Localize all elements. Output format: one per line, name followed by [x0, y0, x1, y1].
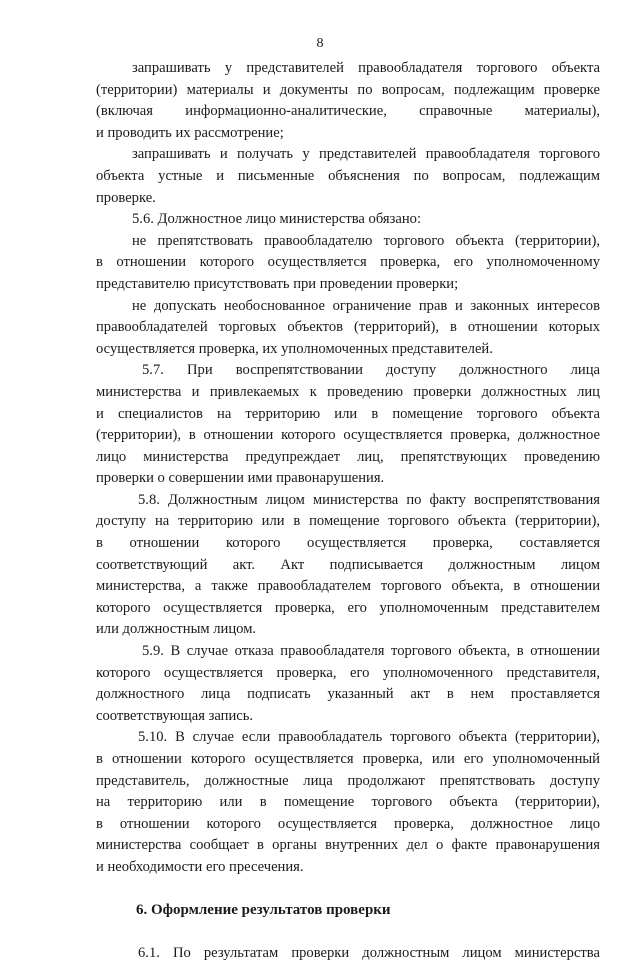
text-line: не препятствовать правообладателю торгового объекта (территории),: [132, 232, 600, 249]
text-line: в отношении которого осуществляется проверка, составляется: [96, 535, 600, 552]
text-line: 5.6. Должностное лицо министерства обязано:: [132, 211, 421, 228]
text-line: (территории) материалы и документы по вопросам, подлежащим проверке: [96, 81, 600, 98]
text-line: соответствующая запись.: [96, 707, 254, 724]
text-line: министерства сообщает в органы внутренних дел о факте правонарушения: [96, 837, 600, 854]
text-line: доступу на территорию или в помещение торгового объекта (территории),: [96, 513, 600, 530]
text-line: должностного лица подписать указанный акт в нем проставляется: [96, 686, 600, 703]
text-line: которого осуществляется проверка, его уполномоченным представителем: [96, 599, 600, 616]
text-line: лицо министерства предупреждает лиц, препятствующих проведению: [96, 448, 600, 465]
text-line: министерства, а также правообладателем торгового объекта, в отношении: [96, 578, 600, 595]
text-line: запрашивать у представителей правообладателя торгового объекта: [132, 60, 600, 76]
page-number: 8: [316, 36, 324, 51]
text-line: осуществляется проверка, их уполномоченных представителей.: [96, 340, 493, 357]
text-line: 6.1. По результатам проверки должностным лицом министерства: [138, 945, 600, 962]
text-line: (включая информационно-аналитические, справочные материалы),: [96, 103, 600, 120]
text-line: и специалистов на территорию или в помещение торгового объекта: [96, 405, 600, 422]
text-line: министерства и привлекаемых к проведению проверки должностных лиц: [96, 383, 600, 400]
text-line: и проводить их рассмотрение;: [96, 124, 284, 141]
text-line: которого осуществляется проверка, его уполномоченного представителя,: [96, 664, 600, 681]
text-line: запрашивать и получать у представителей правообладателя торгового: [132, 146, 600, 163]
text-line: в отношении которого осуществляется проверка, его уполномоченному: [96, 254, 600, 271]
text-line: не допускать необоснованное ограничение прав и законных интересов: [132, 297, 600, 314]
section-heading: 6. Оформление результатов проверки: [136, 902, 391, 919]
text-line: проверки о совершении ими правонарушения.: [96, 470, 385, 487]
text-line: объекта устные и письменные объяснения по вопросам, подлежащим: [96, 167, 600, 184]
text-line: 5.9. В случае отказа правообладателя торгового объекта, в отношении: [142, 643, 600, 660]
spacer: [96, 922, 600, 944]
body-text: [96, 58, 600, 965]
text-line: и необходимости его пресечения.: [96, 858, 304, 875]
text-line: 5.7. При воспрепятствовании доступу должностного лица: [142, 362, 600, 379]
text-line: представителю присутствовать при проведении проверки;: [96, 275, 459, 292]
text-line: на территорию или в помещение торгового объекта (территории),: [96, 794, 600, 811]
text-line: в отношении которого осуществляется проверка, должностное лицо: [96, 815, 600, 832]
spacer: [96, 879, 600, 901]
text-line: (территории), в отношении которого осуществляется проверка, должностное: [96, 427, 600, 444]
text-line: проверке.: [96, 189, 156, 206]
text-line: представитель, должностные лица продолжают препятствовать доступу: [96, 772, 600, 789]
text-line: в отношении которого осуществляется проверка, или его уполномоченный: [96, 751, 600, 767]
text-line: или должностным лицом.: [96, 621, 257, 638]
text-line: соответствующий акт. Акт подписывается должностным лицом: [96, 556, 600, 573]
text-line: 5.8. Должностным лицом министерства по факту воспрепятствования: [138, 491, 600, 508]
text-line: 5.10. В случае если правообладатель торгового объекта (территории),: [138, 729, 600, 746]
text-line: правообладателей торговых объектов (территорий), в отношении которых: [96, 319, 600, 336]
